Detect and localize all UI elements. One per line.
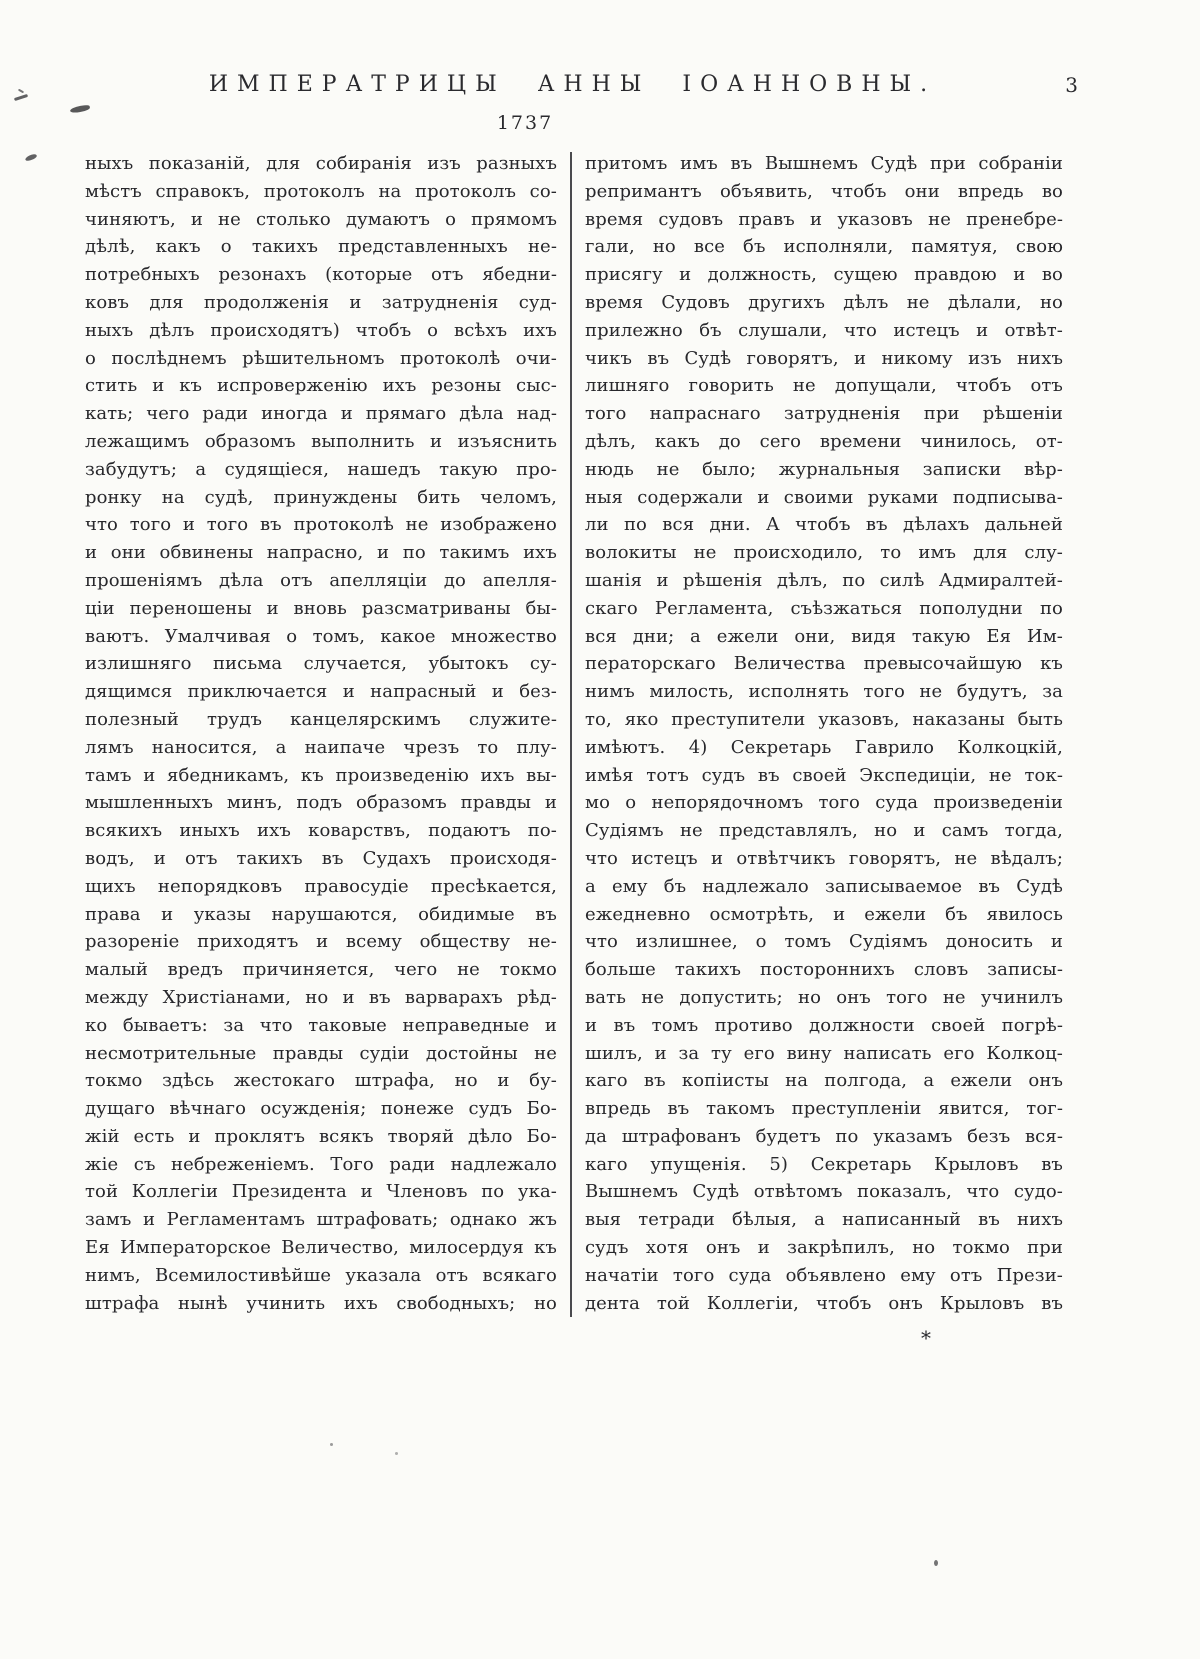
- text-line: гали, но все бъ исполняли, памятуя, свою: [585, 236, 1063, 258]
- text-line: нюдь не было; журнальныя записки вѣр-: [585, 458, 1063, 480]
- text-line: Ея Императорское Величество, милосердуя къ: [85, 1237, 557, 1259]
- text-line: репримантъ объявить, чтобъ они впредь во: [585, 180, 1063, 202]
- text-line: волокиты не происходило, то имъ для слу-: [585, 542, 1063, 564]
- text-line: мышленныхъ минъ, подъ образомъ правды и: [85, 792, 557, 814]
- text-line: дента той Коллегіи, чтобъ онъ Крыловъ въ: [585, 1292, 1063, 1314]
- text-line: ныя содержали и своими руками подписыва-: [585, 486, 1063, 508]
- text-line: чиняютъ, и не столько думаютъ о прямомъ: [85, 208, 557, 230]
- text-line: шилъ, и за ту его вину написать его Колкоц-: [585, 1042, 1063, 1064]
- text-line: той Коллегіи Президента и Членовъ по ука-: [85, 1181, 557, 1203]
- ink-speck: [14, 94, 28, 101]
- text-line: ежедневно осмотрѣть, и ежели бъ явилось: [585, 903, 1063, 925]
- text-line: ко бываетъ: за что таковые неправедные и: [85, 1014, 557, 1036]
- text-line: прилежно бъ слушали, что истецъ и отвѣт-: [585, 319, 1063, 341]
- left-column: [85, 150, 557, 1317]
- text-line: то, яко преступители указовъ, наказаны быть: [585, 708, 1063, 730]
- ink-speck: [18, 89, 24, 94]
- text-line: что того и того въ протоколѣ не изображено: [85, 514, 557, 536]
- text-line: права и указы нарушаются, обидимые въ: [85, 903, 557, 925]
- text-line: потребныхъ резонахъ (которые отъ ябедни-: [85, 264, 557, 286]
- right-column: [585, 150, 1063, 1317]
- ink-speck: [395, 1452, 398, 1455]
- text-line: ператорскаго Величества превысочайшую къ: [585, 653, 1063, 675]
- text-line: время Судовъ другихъ дѣлъ не дѣлали, но: [585, 291, 1063, 313]
- text-line: прошеніямъ дѣла отъ апелляціи до апелля-: [85, 569, 557, 591]
- text-line: малый вредъ причиняется, чего не токмо: [85, 959, 557, 981]
- text-line: шанія и рѣшенія дѣлъ, по силѣ Адмиралтей-: [585, 569, 1063, 591]
- text-line: токмо здѣсь жестокаго штрафа, но и бу-: [85, 1070, 557, 1092]
- text-line: лишняго говорить не допущали, чтобъ отъ: [585, 375, 1063, 397]
- text-line: ронку на судѣ, принуждены бить челомъ,: [85, 486, 557, 508]
- page-title: ИМПЕРАТРИЦЫ АННЫ ІОАННОВНЫ.: [208, 72, 937, 97]
- text-line: разореніе приходятъ и всему обществу не-: [85, 931, 557, 953]
- ink-speck: [330, 1443, 333, 1446]
- text-line: ваютъ. Умалчивая о томъ, какое множество: [85, 625, 557, 647]
- text-line: дѣлъ, какъ до сего времени чинилось, от-: [585, 430, 1063, 452]
- text-line: щихъ непорядковъ правосудіе пресѣкается,: [85, 875, 557, 897]
- text-columns: [85, 150, 1063, 1317]
- text-line: имѣютъ. 4) Секретарь Гаврило Колкоцкій,: [585, 736, 1063, 758]
- text-line: лямъ наносится, а наипаче чрезъ то плу-: [85, 736, 557, 758]
- text-line: и въ томъ противо должности своей погрѣ-: [585, 1014, 1063, 1036]
- text-line: что истецъ и отвѣтчикъ говорятъ, не вѣдалъ;: [585, 847, 1063, 869]
- text-line: ли по вся дни. А чтобъ въ дѣлахъ дальней: [585, 514, 1063, 536]
- page-number: 3: [1065, 73, 1078, 97]
- ink-speck: [934, 1560, 938, 1566]
- text-line: чикъ въ Судѣ говорятъ, и никому изъ нихъ: [585, 347, 1063, 369]
- text-line: кать; чего ради иногда и прямаго дѣла над-: [85, 403, 557, 425]
- text-line: Вышнемъ Судѣ отвѣтомъ показалъ, что судо-: [585, 1181, 1063, 1203]
- text-line: что излишнее, о томъ Судіямъ доносить и: [585, 931, 1063, 953]
- text-line: присягу и должность, сущею правдою и во: [585, 264, 1063, 286]
- column-divider: [570, 152, 572, 1317]
- text-line: забудутъ; а судящіеся, нашедъ такую про-: [85, 458, 557, 480]
- text-line: время судовъ правъ и указовъ не пренебре-: [585, 208, 1063, 230]
- text-line: ціи переношены и вновь разсматриваны бы-: [85, 597, 557, 619]
- text-line: дѣлѣ, какъ о такихъ представленныхъ не-: [85, 236, 557, 258]
- text-line: нимъ милость, исполнять того не будутъ, за: [585, 681, 1063, 703]
- text-line: дящимся приключается и напрасный и без-: [85, 681, 557, 703]
- text-line: Судіямъ не представлялъ, но и самъ тогда,: [585, 820, 1063, 842]
- text-line: а ему бъ надлежало записываемое въ Судѣ: [585, 875, 1063, 897]
- text-line: лежащимъ образомъ выполнить и изъяснить: [85, 430, 557, 452]
- text-line: мѣстъ справокъ, протоколъ на протоколъ со-: [85, 180, 557, 202]
- text-line: стить и къ испроверженію ихъ резоны сыс-: [85, 375, 557, 397]
- text-line: жіе съ небреженіемъ. Того ради надлежало: [85, 1153, 557, 1175]
- text-line: и они обвинены напрасно, и по такимъ ихъ: [85, 542, 557, 564]
- text-line: нимъ, Всемилостивѣйше указала отъ всякаго: [85, 1264, 557, 1286]
- text-line: водъ, и отъ такихъ въ Судахъ происходя-: [85, 847, 557, 869]
- text-line: каго въ копіисты на полгода, а ежели онъ: [585, 1070, 1063, 1092]
- text-line: ковъ для продолженія и затрудненія суд-: [85, 291, 557, 313]
- text-line: мо о непорядочномъ того суда произведеніи: [585, 792, 1063, 814]
- text-line: да штрафованъ будетъ по указамъ безъ вся-: [585, 1125, 1063, 1147]
- text-line: каго упущенія. 5) Секретарь Крыловъ въ: [585, 1153, 1063, 1175]
- text-line: о послѣднемъ рѣшительномъ протоколѣ очи-: [85, 347, 557, 369]
- text-line: жій есть и проклятъ всякъ творяй дѣло Бо-: [85, 1125, 557, 1147]
- text-line: всякихъ иныхъ ихъ коварствъ, подаютъ по-: [85, 820, 557, 842]
- text-line: начатіи того суда объявлено ему отъ Прези-: [585, 1264, 1063, 1286]
- text-line: полезный трудъ канцелярскимъ служите-: [85, 708, 557, 730]
- text-line: несмотрительные правды судіи достойны не: [85, 1042, 557, 1064]
- text-line: имѣя тотъ судъ въ своей Экспедиціи, не ток-: [585, 764, 1063, 786]
- text-line: впредь въ такомъ преступленіи явится, тог-: [585, 1098, 1063, 1120]
- text-line: дущаго вѣчнаго осужденія; понеже судъ Бо-: [85, 1098, 557, 1120]
- footnote-asterisk: *: [921, 1326, 931, 1350]
- text-line: вся дни; а ежели они, видя такую Ея Им-: [585, 625, 1063, 647]
- text-line: больше такихъ постороннихъ словъ записы-: [585, 959, 1063, 981]
- text-line: вать не допустить; но онъ того не учинилъ: [585, 986, 1063, 1008]
- text-line: того напраснаго затрудненія при рѣшеніи: [585, 403, 1063, 425]
- text-line: выя тетради бѣлыя, а написанный въ нихъ: [585, 1209, 1063, 1231]
- text-line: замъ и Регламентамъ штрафовать; однако жъ: [85, 1209, 557, 1231]
- text-line: притомъ имъ въ Вышнемъ Судѣ при собраніи: [585, 153, 1063, 174]
- ink-speck: [25, 153, 38, 163]
- text-line: тамъ и ябедникамъ, къ произведенію ихъ вы-: [85, 764, 557, 786]
- year-heading: 1737: [496, 112, 554, 134]
- text-line: ныхъ показаній, для собиранія изъ разныхъ: [85, 153, 557, 174]
- text-line: излишняго письма случается, убытокъ су-: [85, 653, 557, 675]
- running-head: [85, 72, 1078, 102]
- text-line: скаго Регламента, съѣзжаться пополудни по: [585, 597, 1063, 619]
- text-line: между Христіанами, но и въ варварахъ рѣд-: [85, 986, 557, 1008]
- text-line: ныхъ дѣлъ происходятъ) чтобъ о всѣхъ ихъ: [85, 319, 557, 341]
- text-line: штрафа нынѣ учинить ихъ свободныхъ; но: [85, 1292, 557, 1314]
- text-line: судъ хотя онъ и закрѣпилъ, но токмо при: [585, 1237, 1063, 1259]
